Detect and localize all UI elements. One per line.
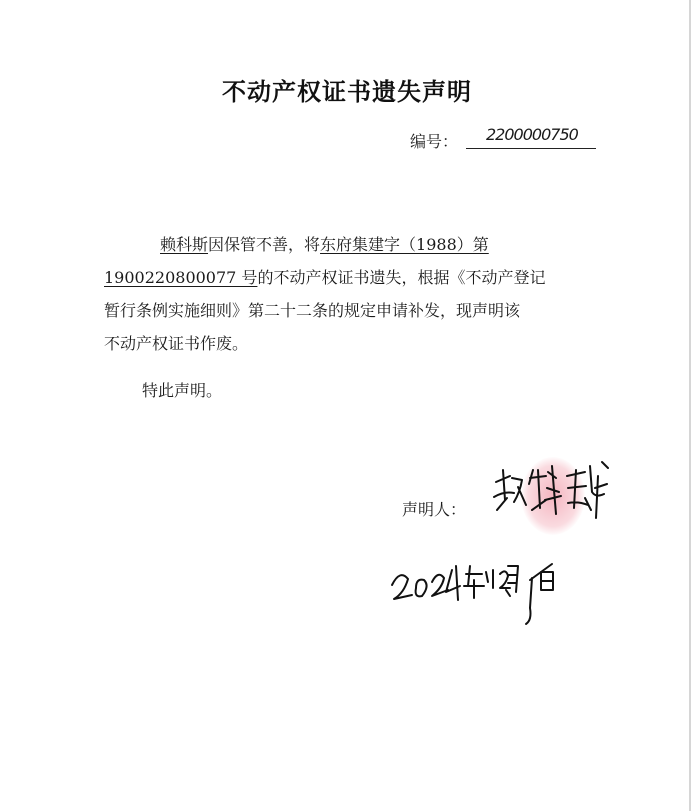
declarant-name: 赖科斯 xyxy=(160,235,209,254)
number-label: 编号： xyxy=(410,132,459,151)
statement-line-3: 暂行条例实施细则》第二十二条的规定申请补发，现声明该 xyxy=(104,301,521,320)
number-value: 2200000750 xyxy=(466,125,596,149)
certificate-prefix: 东府集建字（1988）第 xyxy=(320,235,489,254)
statement-line-4: 不动产权证书作废。 xyxy=(104,334,249,353)
closing-line: 特此声明。 xyxy=(142,381,223,400)
certificate-number: 1900220800077 号 xyxy=(104,268,258,287)
document-title: 不动产权证书遗失声明 xyxy=(222,78,472,106)
statement-text: 的不动产权证书遗失，根据《不动产登记 xyxy=(257,268,546,287)
signer-label: 声明人： xyxy=(402,500,467,519)
statement-text: 因保管不善，将 xyxy=(208,235,321,254)
